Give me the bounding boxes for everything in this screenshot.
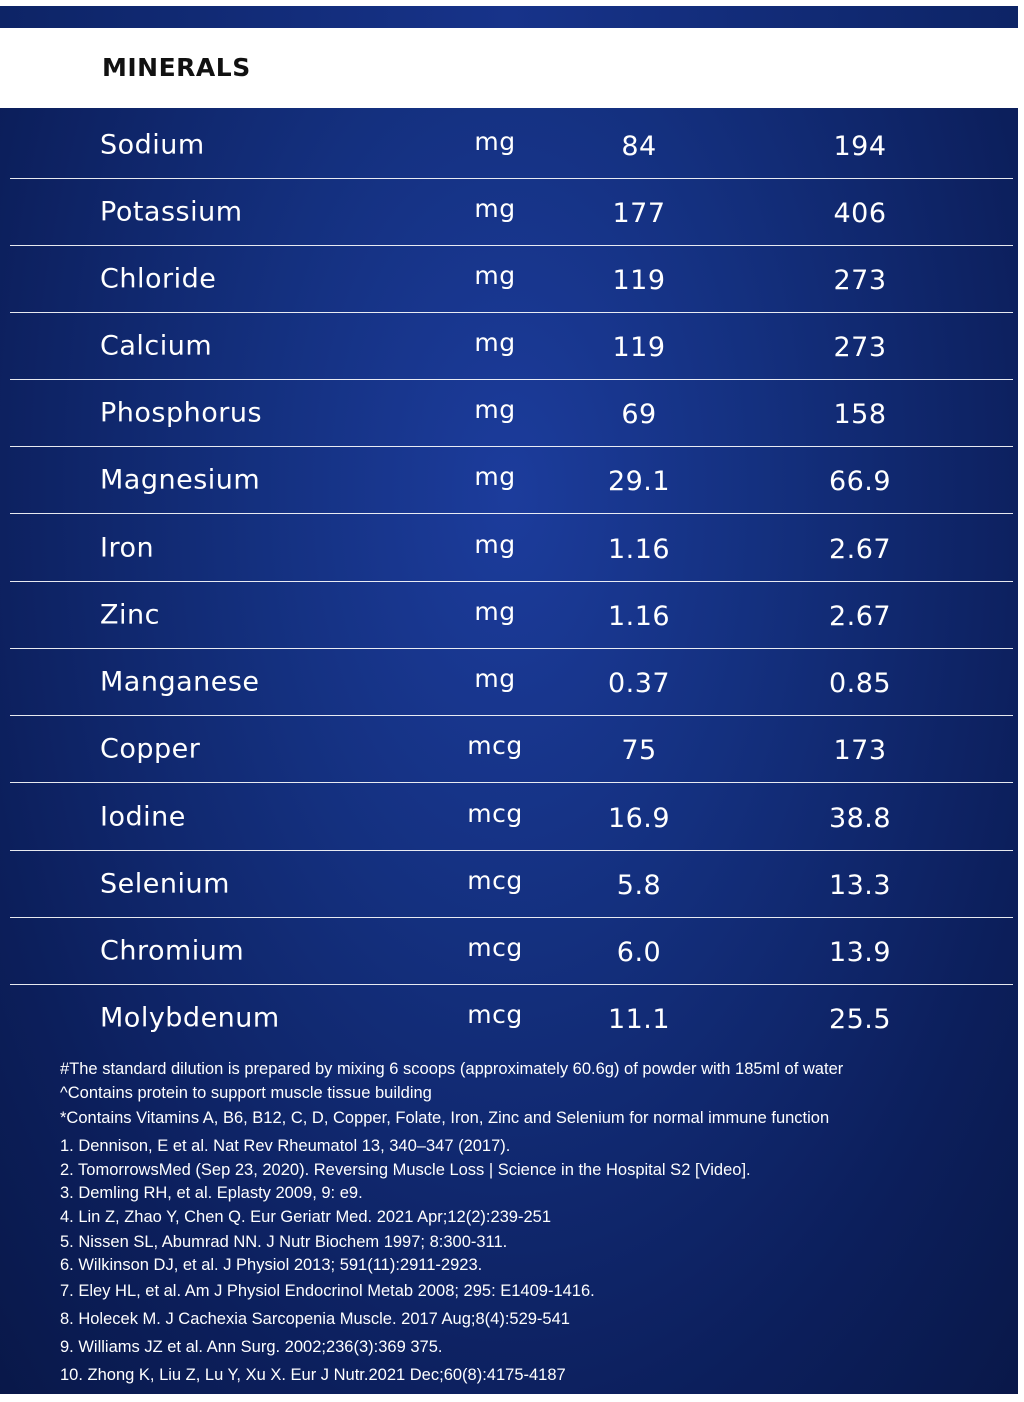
mineral-unit: mg — [474, 193, 516, 223]
mineral-unit: mg — [474, 596, 516, 626]
footnote-dilution: #The standard dilution is prepared by mixing 6 scoops (approximately 60.6g) of powder with 185ml of water — [60, 1060, 844, 1078]
value-per-100g: 406 — [833, 197, 887, 229]
reference-item: 7. Eley HL, et al. Am J Physiol Endocrinol Metab 2008; 295: E1409-1416. — [60, 1282, 595, 1300]
value-per-100g: 173 — [833, 734, 887, 766]
value-per-100g: 25.5 — [828, 1003, 892, 1035]
table-row — [10, 850, 1013, 918]
value-per-100g: 13.9 — [828, 936, 892, 968]
reference-item: 1. Dennison, E et al. Nat Rev Rheumatol 13, 340–347 (2017). — [60, 1137, 511, 1155]
mineral-name: Molybdenum — [100, 1002, 280, 1033]
mineral-name: Calcium — [100, 330, 213, 361]
table-row — [10, 514, 1013, 582]
mineral-unit: mcg — [467, 999, 523, 1029]
mineral-unit: mcg — [467, 932, 523, 962]
value-per-serve: 69 — [621, 398, 657, 430]
footnote-protein: ^Contains protein to support muscle tissue building — [60, 1084, 432, 1102]
mineral-name: Sodium — [100, 129, 205, 160]
mineral-unit: mg — [474, 663, 516, 693]
reference-item: 3. Demling RH, et al. Eplasty 2009, 9: e9. — [60, 1184, 363, 1202]
reference-item: 2. TomorrowsMed (Sep 23, 2020). Reversing Muscle Loss | Science in the Hospital S2 [Video]. — [60, 1161, 751, 1179]
value-per-serve: 119 — [612, 331, 666, 363]
table-row — [10, 581, 1013, 649]
mineral-unit: mg — [474, 327, 516, 357]
mineral-name: Iodine — [100, 801, 186, 832]
mineral-name: Magnesium — [100, 464, 261, 495]
section-header — [0, 28, 1024, 108]
value-per-serve: 1.16 — [607, 533, 671, 565]
table-row — [10, 379, 1013, 447]
mineral-unit: mcg — [467, 798, 523, 828]
value-per-100g: 158 — [833, 398, 887, 430]
minerals-panel — [0, 108, 1018, 1394]
table-row — [10, 312, 1013, 380]
value-per-100g: 66.9 — [828, 465, 892, 497]
reference-item: 8. Holecek M. J Cachexia Sarcopenia Muscle. 2017 Aug;8(4):529-541 — [60, 1310, 570, 1328]
value-per-100g: 273 — [833, 264, 887, 296]
value-per-100g: 13.3 — [828, 869, 892, 901]
top-banner-strip — [0, 0, 1018, 28]
value-per-serve: 119 — [612, 264, 666, 296]
reference-item: 9. Williams JZ et al. Ann Surg. 2002;236(3):369 375. — [60, 1338, 443, 1356]
value-per-serve: 75 — [621, 734, 657, 766]
value-per-serve: 5.8 — [616, 869, 662, 901]
mineral-name: Copper — [100, 733, 201, 764]
mineral-unit: mg — [474, 529, 516, 559]
table-row — [10, 984, 1013, 1051]
table-row — [10, 245, 1013, 313]
value-per-100g: 0.85 — [828, 667, 892, 699]
table-row — [10, 648, 1013, 716]
value-per-serve: 1.16 — [607, 600, 671, 632]
table-row — [10, 111, 1013, 179]
mineral-name: Chloride — [100, 263, 217, 294]
value-per-100g: 2.67 — [828, 533, 892, 565]
mineral-name: Chromium — [100, 935, 245, 966]
mineral-unit: mg — [474, 126, 516, 156]
value-per-100g: 273 — [833, 331, 887, 363]
reference-item: 4. Lin Z, Zhao Y, Chen Q. Eur Geriatr Med. 2021 Apr;12(2):239-251 — [60, 1208, 552, 1226]
value-per-serve: 11.1 — [607, 1003, 671, 1035]
reference-item: 5. Nissen SL, Abumrad NN. J Nutr Biochem 1997; 8:300-311. — [60, 1233, 508, 1251]
footnote-vitamins: *Contains Vitamins A, B6, B12, C, D, Copper, Folate, Iron, Zinc and Selenium for normal immune function — [60, 1109, 830, 1127]
value-per-100g: 38.8 — [828, 802, 892, 834]
table-row — [10, 446, 1013, 514]
value-per-serve: 0.37 — [607, 667, 671, 699]
reference-item: 6. Wilkinson DJ, et al. J Physiol 2013; 591(11):2911-2923. — [60, 1256, 483, 1274]
value-per-serve: 6.0 — [616, 936, 662, 968]
mineral-name: Selenium — [100, 868, 230, 899]
value-per-100g: 194 — [833, 130, 887, 162]
mineral-name: Manganese — [100, 666, 260, 697]
table-row — [10, 715, 1013, 783]
table-row — [10, 178, 1013, 246]
value-per-serve: 177 — [612, 197, 666, 229]
value-per-100g: 2.67 — [828, 600, 892, 632]
value-per-serve: 16.9 — [607, 802, 671, 834]
mineral-unit: mcg — [467, 865, 523, 895]
table-row — [10, 917, 1013, 985]
reference-item: 10. Zhong K, Liu Z, Lu Y, Xu X. Eur J Nutr.2021 Dec;60(8):4175-4187 — [60, 1366, 566, 1384]
mineral-name: Phosphorus — [100, 397, 263, 428]
mineral-unit: mg — [474, 260, 516, 290]
mineral-unit: mcg — [467, 730, 523, 760]
value-per-serve: 29.1 — [607, 465, 671, 497]
section-title: MINERALS — [102, 53, 251, 82]
mineral-unit: mg — [474, 461, 516, 491]
mineral-name: Zinc — [100, 599, 160, 630]
bottom-margin — [0, 1394, 1024, 1402]
mineral-name: Potassium — [100, 196, 243, 227]
value-per-serve: 84 — [621, 130, 657, 162]
mineral-unit: mg — [474, 394, 516, 424]
mineral-name: Iron — [100, 532, 155, 563]
table-row — [10, 783, 1013, 851]
